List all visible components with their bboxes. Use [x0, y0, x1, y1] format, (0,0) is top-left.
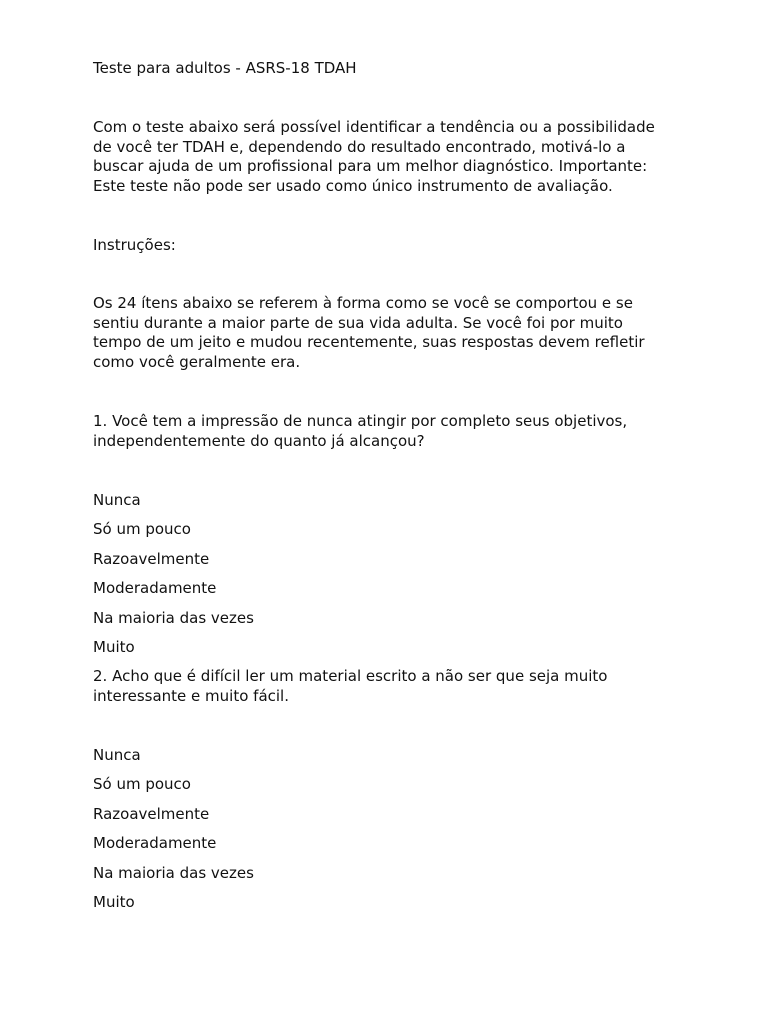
question-1-option-muito: Muito	[93, 638, 135, 656]
question-1-option-nunca: Nunca	[93, 491, 141, 509]
instructions-line: Os 24 ítens abaixo se referem à forma como se você se comportou e se	[93, 294, 633, 312]
instructions-paragraph	[93, 294, 733, 373]
question-line: 2. Acho que é difícil ler um material escrito a não ser que seja muito	[93, 667, 608, 685]
question-line: independentemente do quanto já alcançou?	[93, 431, 425, 450]
question-2-option-na-maioria-das-vezes: Na maioria das vezes	[93, 864, 254, 882]
question-1-option-moderadamente: Moderadamente	[93, 579, 217, 597]
instructions-heading: Instruções:	[93, 236, 176, 254]
question-1-option-na-maioria-das-vezes: Na maioria das vezes	[93, 609, 254, 627]
question-line: interessante e muito fácil.	[93, 686, 289, 705]
intro-line: Este teste não pode ser usado como único instrumento de avaliação.	[93, 177, 613, 196]
question-1-text	[93, 412, 733, 451]
question-2-text	[93, 667, 733, 706]
question-2-option-so-um-pouco: Só um pouco	[93, 775, 191, 793]
instructions-line: sentiu durante a maior parte de sua vida adulta. Se você foi por muito	[93, 313, 623, 332]
question-2-option-moderadamente: Moderadamente	[93, 834, 217, 852]
question-1-option-so-um-pouco: Só um pouco	[93, 520, 191, 538]
intro-paragraph	[93, 118, 733, 197]
question-2-option-razoavelmente: Razoavelmente	[93, 805, 210, 823]
intro-line: buscar ajuda de um profissional para um melhor diagnóstico. Importante:	[93, 157, 648, 176]
instructions-line: como você geralmente era.	[93, 353, 301, 372]
intro-line: de você ter TDAH e, dependendo do resultado encontrado, motivá-lo a	[93, 137, 626, 156]
intro-line: Com o teste abaixo será possível identificar a tendência ou a possibilidade	[93, 118, 655, 136]
question-1-option-razoavelmente: Razoavelmente	[93, 550, 210, 568]
document-title: Teste para adultos - ASRS-18 TDAH	[93, 59, 357, 77]
question-2-option-muito: Muito	[93, 893, 135, 911]
question-2-option-nunca: Nunca	[93, 746, 141, 764]
instructions-line: tempo de um jeito e mudou recentemente, suas respostas devem refletir	[93, 333, 645, 352]
question-line: 1. Você tem a impressão de nunca atingir por completo seus objetivos,	[93, 412, 628, 430]
